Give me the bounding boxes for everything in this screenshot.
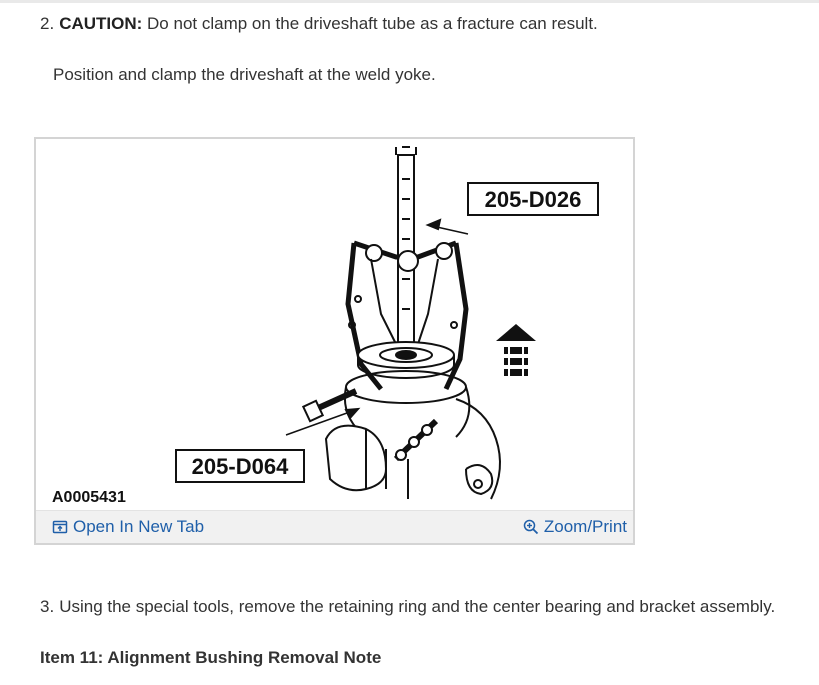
callout-205-d064: 205-D064 [191, 454, 289, 479]
top-divider [0, 0, 819, 3]
step-number: 3. [40, 597, 55, 616]
caution-label: CAUTION: [59, 14, 143, 33]
callout-205-d026: 205-D026 [484, 187, 582, 212]
open-in-new-tab-link[interactable] [52, 517, 204, 537]
figure-container [34, 137, 635, 545]
open-new-tab-icon [52, 519, 68, 535]
driveshaft-puller-illustration [36, 139, 633, 513]
step-2-caution [40, 13, 598, 35]
zoom-in-icon [523, 519, 539, 535]
open-in-new-tab-label: Open In New Tab [73, 517, 205, 536]
zoom-print-link[interactable] [523, 517, 627, 537]
zoom-print-label: Zoom/Print [543, 517, 627, 536]
step-3 [40, 596, 775, 618]
step-number: 2. [40, 14, 55, 33]
step-2-note: Position and clamp the driveshaft at the weld yoke. [53, 65, 436, 84]
figure-id: A0005431 [52, 489, 126, 506]
figure-toolbar [36, 510, 633, 543]
step-3-text: Using the special tools, remove the retaining ring and the center bearing and bracket assembly. [59, 597, 776, 616]
item-11-heading: Item 11: Alignment Bushing Removal Note [40, 648, 382, 667]
caution-text: Do not clamp on the driveshaft tube as a fracture can result. [147, 14, 598, 33]
